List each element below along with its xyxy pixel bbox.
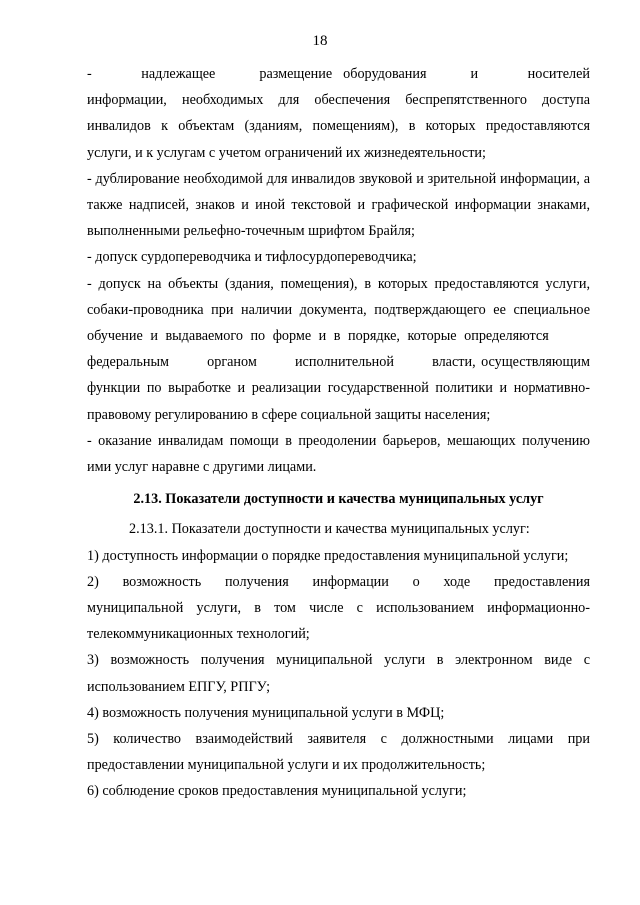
indicator-item-3: 3) возможность получения муниципальной услуги в электронном виде с использованием ЕПГУ, РПГУ; [87, 652, 590, 695]
page-number: 18 [312, 33, 328, 49]
paragraph-duplication-info: - дублирование необходимой для инвалидов звуковой и зрительной информации, а также надписей, знаков и иной текстовой и графической информации знаками, выполненными рельефно-точечным шрифтом Брайля; [87, 170, 590, 240]
paragraph-assistance: - оказание инвалидам помощи в преодолении барьеров, мешающих получению ими услуг наравне с другими лицами. [87, 432, 590, 476]
indicator-item-5: 5) количество взаимодействий заявителя с должностными лицами при предоставлении муниципальной услуги и их продолжительность; [87, 731, 590, 774]
indicator-item-4: 4) возможность получения муниципальной услуги в МФЦ; [87, 704, 445, 721]
document-body [87, 61, 590, 805]
indicator-item-1: 1) доступность информации о порядке предоставления муниципальной услуги; [87, 547, 569, 564]
indicator-item-6: 6) соблюдение сроков предоставления муниципальной услуги; [87, 783, 467, 800]
section-heading: 2.13. Показатели доступности и качества муниципальных услуг [133, 491, 544, 508]
paragraph-equipment-placement: - надлежащее размещение оборудования и носителей информации, необходимых для обеспечения беспрепятственного доступа инвалидов к объектам (зданиям, помещениям), в которых предоставляются услуги, и к услугам с учетом ограничений их жизнедеятельности; [87, 66, 590, 161]
paragraph-sign-interpreter: - допуск сурдопереводчика и тифлосурдопереводчика; [87, 249, 417, 266]
paragraph-guide-dog: - допуск на объекты (здания, помещения), в которых предоставляются услуги, собаки-проводника при наличии документа, подтверждающего ее специальное обучение и выдаваемого по форме и в порядке, которые определяются федеральным органом исполнительной власти, осуществляющим функции по выработке и реализации государственной политики и нормативно-правовому регулированию в сфере социальной защиты населения; [87, 275, 590, 423]
indicator-item-2: 2) возможность получения информации о ходе предоставления муниципальной услуги, в том числе с использованием информационно-телекоммуникационных технологий; [87, 573, 590, 643]
subsection-intro: 2.13.1. Показатели доступности и качества муниципальных услуг: [129, 521, 530, 538]
